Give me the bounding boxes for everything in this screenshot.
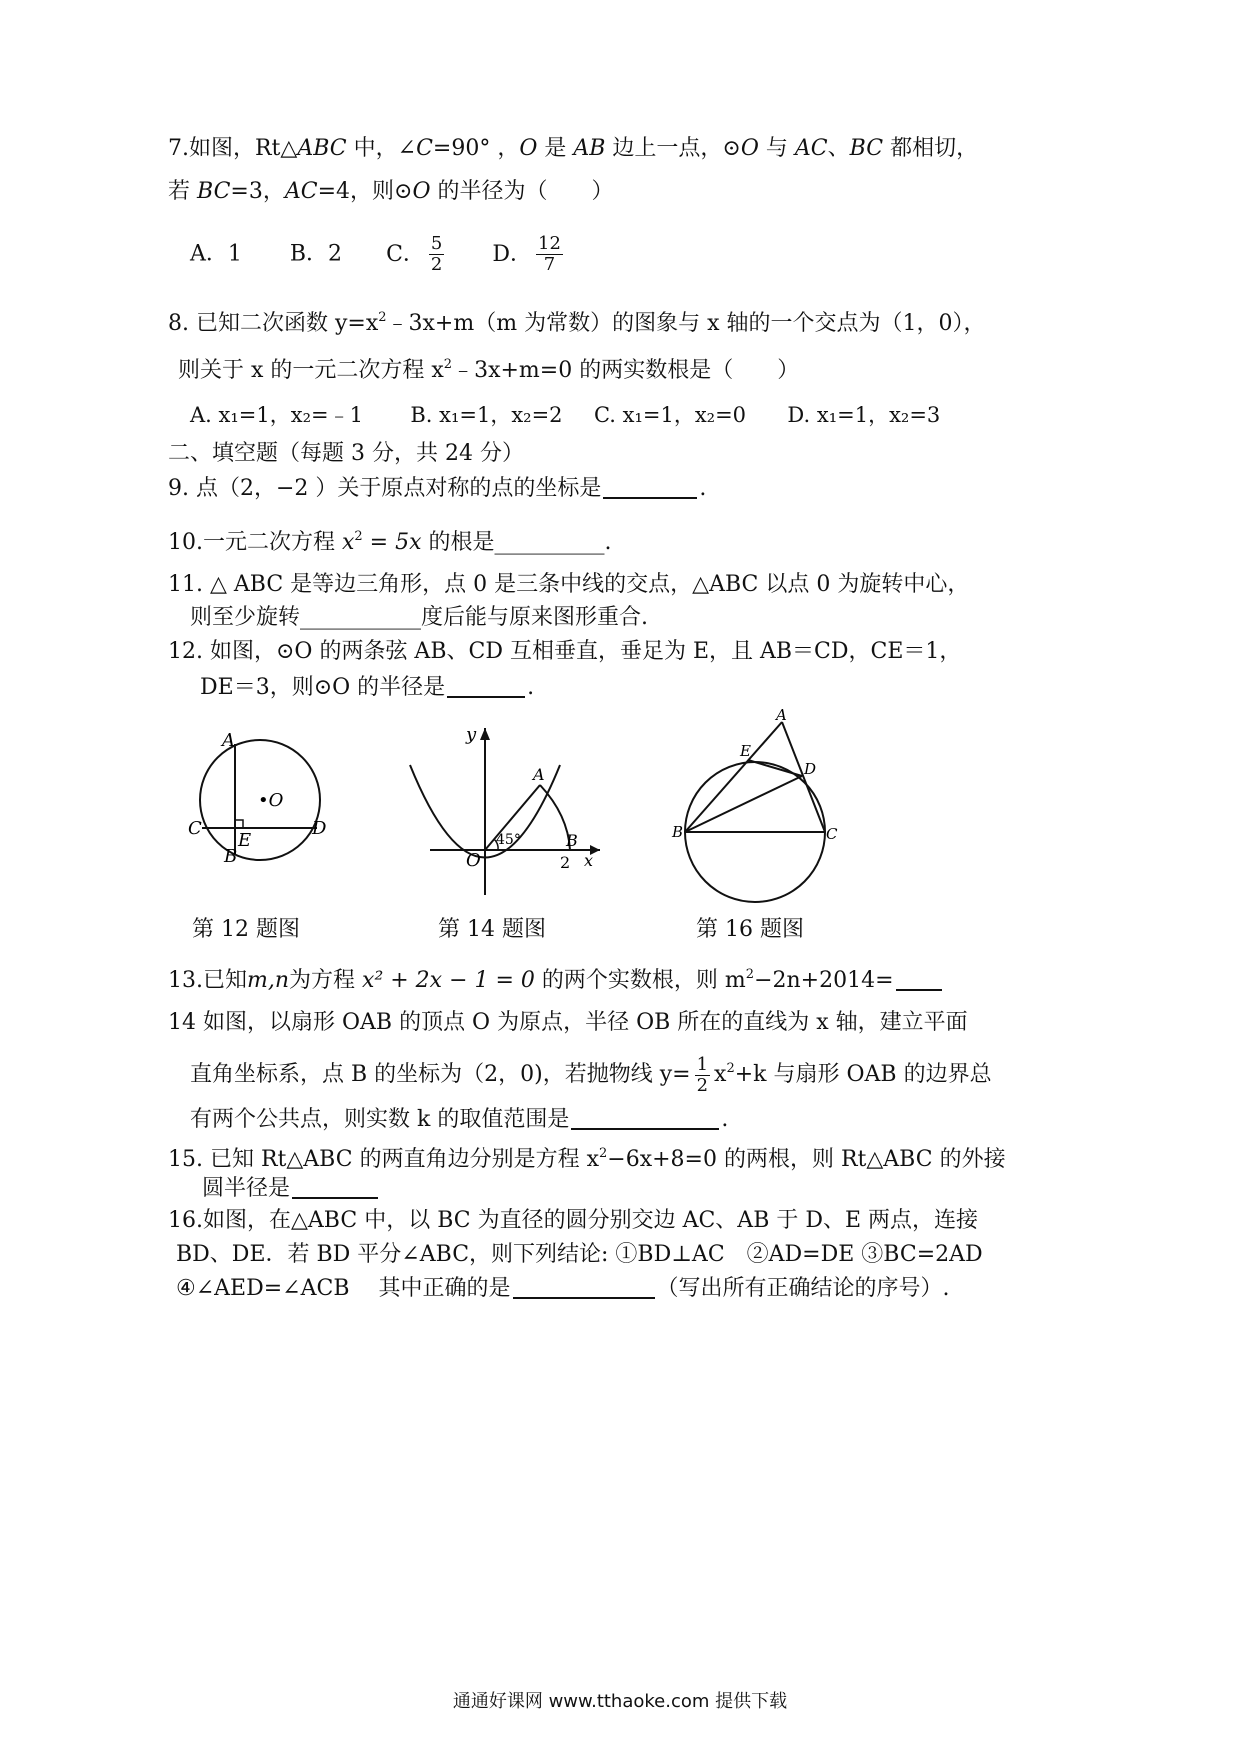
fig14-label-angle: 45° — [496, 832, 521, 848]
q15-answer-blank[interactable] — [292, 1175, 378, 1199]
q9-answer-blank[interactable] — [603, 475, 697, 499]
q14-line2: 直角坐标系，点 B 的坐标为（2，0)，若抛物线 y= $\frac{1}{2}$ $x^2+k$ 与扇形 OAB 的边界总 — [190, 1053, 992, 1096]
fig14-label-a: A — [533, 765, 545, 784]
figure-16-triangle-circle — [670, 708, 850, 903]
footer-credit: 通通好课网 www.tthaoke.com 提供下载 — [452, 1691, 788, 1712]
fig12-label-e: E — [238, 830, 252, 851]
fig12-label-o: •O — [258, 790, 284, 811]
fig16-label-e: E — [740, 742, 751, 760]
q8-option-b: B. x₁=1，x₂=2 — [410, 403, 563, 427]
q9: 9. 点（2，−2 ）关于原点对称的点的坐标是 . — [168, 476, 707, 501]
figure-12-circle-chords — [180, 720, 350, 870]
figure-14-caption: 第 14 题图 — [438, 917, 546, 942]
section-heading: 二、填空题（每题 3 分，共 24 分） — [168, 441, 524, 466]
figure-14-parabola-sector — [400, 720, 610, 900]
q7-line1: 7.如图，Rt△ABC 中，∠C=90° ，O 是 AB 边上一点，⊙O 与 AC、BC 都相切， — [168, 136, 979, 161]
q14-line3: 有两个公共点，则实数 k 的取值范围是 . — [190, 1107, 729, 1132]
q8-option-d: D. x₁=1，x₂=3 — [787, 403, 941, 427]
fig12-label-d: D — [312, 818, 327, 839]
fig16-label-a: A — [776, 708, 787, 724]
q16-answer-blank[interactable] — [513, 1275, 655, 1299]
q12-line1: 12. 如图，⊙O 的两条弦 AB、CD 互相垂直，垂足为 E，且 AB＝CD，CE＝1， — [168, 639, 962, 664]
q14-answer-blank[interactable] — [571, 1106, 719, 1130]
fig12-label-c: C — [188, 818, 202, 839]
q12-answer-blank[interactable] — [447, 674, 525, 698]
fig12-label-b: B — [224, 846, 238, 867]
q12-line2: DE＝3，则⊙O 的半径是 . — [200, 675, 535, 700]
q8-line2: 则关于 x 的一元二次方程 $x^2﹣3x+m=0$ 的两实数根是（ ） — [178, 357, 800, 383]
q11-line2: 则至少旋转___________度后能与原来图形重合. — [190, 605, 648, 630]
q8-option-a: A. x₁=1，x₂=﹣1 — [190, 403, 363, 427]
figure-12-caption: 第 12 题图 — [192, 917, 300, 942]
q10: 10.一元二次方程 $x^2 = 5x$ 的根是__________. — [168, 529, 612, 555]
q7-option-c: C． $\frac{5}{2}$ — [386, 233, 443, 275]
q7-option-d: D． $\frac{12}{7}$ — [492, 233, 561, 275]
fig14-label-2: 2 — [560, 853, 571, 872]
fig14-label-b: B — [566, 831, 578, 850]
q15-line2: 圆半径是 — [202, 1174, 380, 1204]
fig16-label-b: B — [672, 823, 684, 841]
fig12-label-a: A — [222, 730, 235, 751]
fig14-label-y: y — [466, 724, 477, 745]
fig14-label-o: O — [466, 850, 481, 871]
q7-option-a: A．1 — [190, 241, 242, 267]
q11-line1: 11. △ ABC 是等边三角形，点 0 是三条中线的交点，△ABC 以点 0 为旋转中心， — [168, 572, 970, 597]
q16-line3: ④∠AED=∠ACB 其中正确的是 （写出所有正确结论的序号）. — [176, 1276, 950, 1301]
q13-answer-blank[interactable] — [896, 967, 942, 991]
fig16-label-c: C — [826, 825, 838, 843]
figure-16-caption: 第 16 题图 — [696, 917, 804, 942]
fig14-label-x: x — [584, 851, 594, 870]
q8-option-c: C. x₁=1，x₂=0 — [593, 403, 747, 427]
q7-options — [190, 234, 567, 275]
q14-line1: 14 如图，以扇形 OAB 的顶点 O 为原点，半径 OB 所在的直线为 x 轴，建立平面 — [168, 1010, 968, 1035]
q7-line2: 若 BC=3，AC=4，则⊙O 的半径为（ ） — [168, 179, 614, 204]
q8-options — [190, 400, 940, 430]
q15-line1: 15. 已知 Rt△ABC 的两直角边分别是方程 $x^2-6x+8=0$ 的两根，则 Rt△ABC 的外接 — [168, 1146, 1006, 1172]
q8-line1: 8. 已知二次函数 $y=x^2﹣3x+m(m$ 为常数）的图象与 x 轴的一个交点为（1，0）， — [168, 310, 986, 336]
q16-line2: BD、DE．若 BD 平分∠ABC，则下列结论: ①BD⊥AC ②AD=DE ③BC=2AD — [176, 1242, 983, 1267]
q13: 13.已知m,n为方程 x² + 2x − 1 = 0 的两个实数根，则 $m^2-2n+2014=$ — [168, 960, 944, 996]
fig16-label-d: D — [804, 760, 817, 778]
q16-line1: 16.如图，在△ABC 中，以 BC 为直径的圆分别交边 AC、AB 于 D、E 两点，连接 — [168, 1208, 979, 1233]
q7-option-b: B．2 — [289, 241, 343, 267]
